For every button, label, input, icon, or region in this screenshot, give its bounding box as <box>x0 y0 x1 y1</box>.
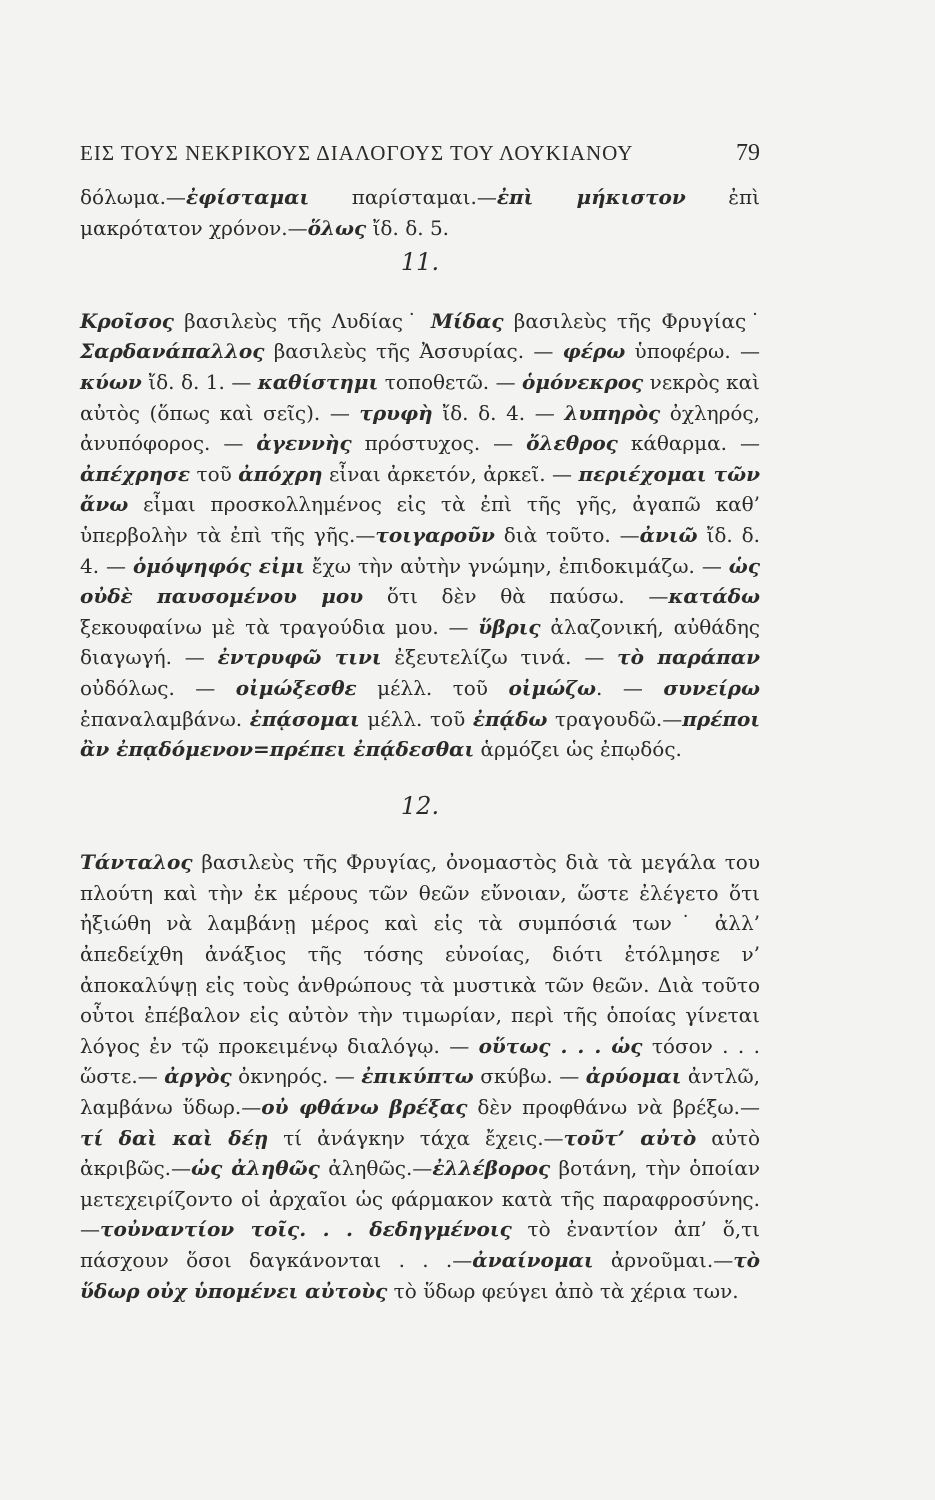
gloss-text: τραγουδῶ.— <box>547 706 683 731</box>
gloss-text: ὀχληρός, ἀνυπόφορος. — <box>80 400 760 456</box>
gloss-text: βασιλεὺς τῆς Λυδίας˙ <box>173 308 431 333</box>
gloss-text: δόλωμα.— <box>80 185 186 209</box>
gloss-text: τοῦ <box>190 461 239 486</box>
gloss-text: ἔχω τὴν αὐτὴν γνώμην, ἐπιδοκιμάζω. — <box>304 553 729 578</box>
gloss-text: βασιλεὺς τῆς Φρυγίας˙ <box>503 308 761 333</box>
gloss-text: ἴδ. δ. 5. <box>366 215 450 240</box>
gloss-text: ἁρμόζει ὡς ἐπῳδός. <box>474 737 682 762</box>
gloss-text: πρόστυχος. — <box>351 431 527 456</box>
gloss-text: εἶναι ἀρκετόν, ἀρκεῖ. — <box>322 461 579 486</box>
lemma-term: περιέχομαι τῶν ἄνω <box>80 461 760 517</box>
lemma-term: οὐ φθάνω βρέξας <box>261 1095 468 1120</box>
gloss-text: σκύβω. — <box>473 1064 586 1089</box>
gloss-text: τοποθετῶ. — <box>378 369 523 394</box>
gloss-text: ἴδ. δ. 1. — <box>141 369 258 394</box>
lemma-term: ἐπᾴδω <box>472 706 548 731</box>
gloss-text: κάθαρμα. — <box>617 431 761 456</box>
running-title: ΕΙΣ ΤΟΥΣ ΝΕΚΡΙΚΟΥΣ ΔΙΑΛΟΓΟΥΣ ΤΟΥ ΛΟΥΚΙΑΝΟΥ <box>80 141 634 165</box>
lemma-term: τοὐναντίον τοῖς. . . δεδηγμένοις <box>100 1217 512 1242</box>
lemma-term: ἀγεννὴς <box>256 431 352 456</box>
lemma-term: ἐλλέβορος <box>432 1156 551 1181</box>
gloss-text: εἶμαι προσκολλημένος εἰς τὰ ἐπὶ τῆς γῆς, ἀγαπῶ καθ’ ὑπερβολὴν τὰ ἐπὶ τῆς γῆς.— <box>80 492 760 547</box>
lemma-term: ὡς ἀληθῶς <box>191 1156 320 1181</box>
lemma-term: τὸ ὕδωρ οὐχ ὑπομένει αὐτοὺς <box>80 1248 760 1303</box>
lemma-term: κατάδω <box>668 584 760 609</box>
paragraph <box>80 182 760 243</box>
lemma-term: τοιγαροῦν <box>375 522 495 547</box>
gloss-text: τὸ ὕδωρ φεύγει ἀπὸ τὰ χέρια των. <box>387 1278 739 1303</box>
lemma-term: λυπηρὸς <box>564 400 661 425</box>
gloss-text: ὑποφέρω. — <box>625 339 760 364</box>
lemma-term: τί δαὶ καὶ δέῃ <box>80 1125 269 1150</box>
lemma-term: πρέποι ἂν ἐπᾳδόμενον=πρέπει ἐπᾴδεσθαι <box>80 706 761 762</box>
gloss-text: . — <box>596 675 664 700</box>
lemma-term: ἀπόχρη <box>238 461 323 486</box>
gloss-text: διὰ τοῦτο. — <box>494 522 640 547</box>
lemma-term: ἀρύομαι <box>585 1064 682 1089</box>
gloss-text: βασιλεὺς τῆς Ἀσσυρίας. — <box>264 339 563 364</box>
lemma-term: ὅλως <box>307 215 367 240</box>
lemma-term: ἐφίσταμαι <box>185 185 310 209</box>
lemma-term: ὁμόνεκρος <box>522 369 644 394</box>
section-heading-12: 12. <box>400 791 440 820</box>
gloss-text: βοτάνη, τὴν ὁποίαν μετεχειρίζοντο οἱ ἀρχαῖοι ὡς φάρμακον κατὰ τῆς παραφροσύνης.— <box>80 1156 760 1242</box>
gloss-text: τόσον . . . ὥστε.— <box>80 1033 760 1089</box>
lemma-term: τρυφὴ <box>359 400 433 425</box>
lemma-term: ἐπᾴσομαι <box>249 706 360 731</box>
gloss-text: ἴδ. δ. 4. — <box>432 400 565 425</box>
gloss-text: ἐξευτελίζω τινά. — <box>381 645 618 670</box>
lemma-term: ἐπὶ μήκιστον <box>496 185 686 209</box>
lemma-term: ἀργὸς <box>164 1064 232 1089</box>
gloss-text: μέλλ. τοῦ <box>359 706 473 731</box>
gloss-text: ὅτι δὲν θὰ παύσω. — <box>363 584 669 609</box>
paragraph <box>80 306 760 765</box>
lemma-term: Κροῖσος <box>80 308 174 333</box>
section-heading-11: 11. <box>400 248 440 277</box>
gloss-text: δὲν προφθάνω νὰ βρέξω.— <box>467 1095 760 1120</box>
lemma-term: ἀπέχρησε <box>80 461 191 486</box>
lemma-term: ὡς οὐδὲ παυσομένου μου <box>80 553 761 609</box>
lemma-term: συνείρω <box>663 675 761 700</box>
lemma-term: οὕτως . . . ὡς <box>478 1033 643 1058</box>
gloss-text: τὸ ἐναντίον ἀπ’ ὅ,τι πάσχουν ὅσοι δαγκάνονται . . .— <box>80 1217 760 1272</box>
gloss-text: ἴδ. δ. 4. — <box>80 522 761 578</box>
lemma-term: ἀνιῶ <box>639 522 698 547</box>
paragraph <box>80 847 760 1306</box>
lemma-term: Σαρδανάπαλλος <box>80 339 265 364</box>
gloss-text: ἐπαναλαμβάνω. <box>80 706 250 731</box>
running-header <box>80 140 760 167</box>
lemma-term: οἰμώζω <box>508 675 597 700</box>
gloss-text: τί ἀνάγκην τάχα ἔχεις.— <box>268 1125 564 1150</box>
lemma-term: Τάνταλος <box>80 850 193 875</box>
lemma-term: Μίδας <box>430 308 504 333</box>
lemma-term: ἐπικύπτω <box>361 1064 474 1089</box>
lemma-term: τοῦτ’ αὐτὸ <box>563 1125 697 1150</box>
gloss-text: βασιλεὺς τῆς Φρυγίας, ὀνομαστὸς διὰ τὰ μεγάλα του πλούτη καὶ τὴν ἐκ μέρους τῶν θεῶν εὔνοιαν, ὥστε ἐλέγετο ὅτι ἠξιώθη νὰ λαμβάνῃ μέρος καὶ εἰς τὰ συμπόσιά των˙ ἀλλ’ ἀπεδείχθη ἀνάξιος τῆς τόσης εὐνοίας, διότι ἐτόλμησε ν’ ἀποκαλύψῃ εἰς τοὺς ἀνθρώπους τὰ μυστικὰ τῶν θεῶν. Διὰ τοῦτο οὗτοι ἐπέβαλον εἰς αὐτὸν τὴν τιμωρίαν, περὶ τῆς ὁποίας γίνεται λόγος ἐν τῷ προκειμένῳ διαλόγῳ. — <box>80 850 760 1058</box>
gloss-text: ἀληθῶς.— <box>319 1156 433 1181</box>
lemma-term: καθίστημι <box>257 369 379 394</box>
page-body <box>80 182 760 1306</box>
gloss-text: αὐτὸ ἀκριβῶς.— <box>80 1125 760 1181</box>
gloss-text: νεκρὸς καὶ αὐτὸς (ὅπως καὶ σεῖς). — <box>80 369 760 425</box>
lemma-term: ὄλεθρος <box>526 431 618 456</box>
gloss-text: ἀρνοῦμαι.— <box>593 1248 734 1272</box>
gloss-text: οὐδόλως. — <box>80 675 236 700</box>
lemma-term: ὕβρις <box>478 614 541 639</box>
gloss-text: ὀκνηρός. — <box>231 1064 362 1089</box>
lemma-term: ὁμόψηφός εἰμι <box>132 553 305 578</box>
lemma-term: ἀναίνομαι <box>472 1248 594 1272</box>
lemma-term: ἐντρυφῶ τινι <box>217 645 382 670</box>
gloss-text: ξεκουφαίνω μὲ τὰ τραγούδια μου. — <box>80 614 479 639</box>
lemma-term: φέρω <box>562 339 626 364</box>
lemma-term: οἰμώξεσθε <box>235 675 357 700</box>
lemma-term: τὸ παράπαν <box>617 645 760 670</box>
gloss-text: μέλλ. τοῦ <box>356 675 509 700</box>
gloss-text: ἐπὶ μακρότατον χρόνον.— <box>80 185 760 240</box>
gloss-text: παρίσταμαι.— <box>309 185 497 209</box>
page-number: 79 <box>736 140 760 166</box>
lemma-term: κύων <box>80 369 142 394</box>
gloss-text: ἀλαζονική, αὐθάδης διαγωγή. — <box>80 614 761 670</box>
gloss-text: ἀντλῶ, λαμβάνω ὕδωρ.— <box>80 1064 760 1120</box>
